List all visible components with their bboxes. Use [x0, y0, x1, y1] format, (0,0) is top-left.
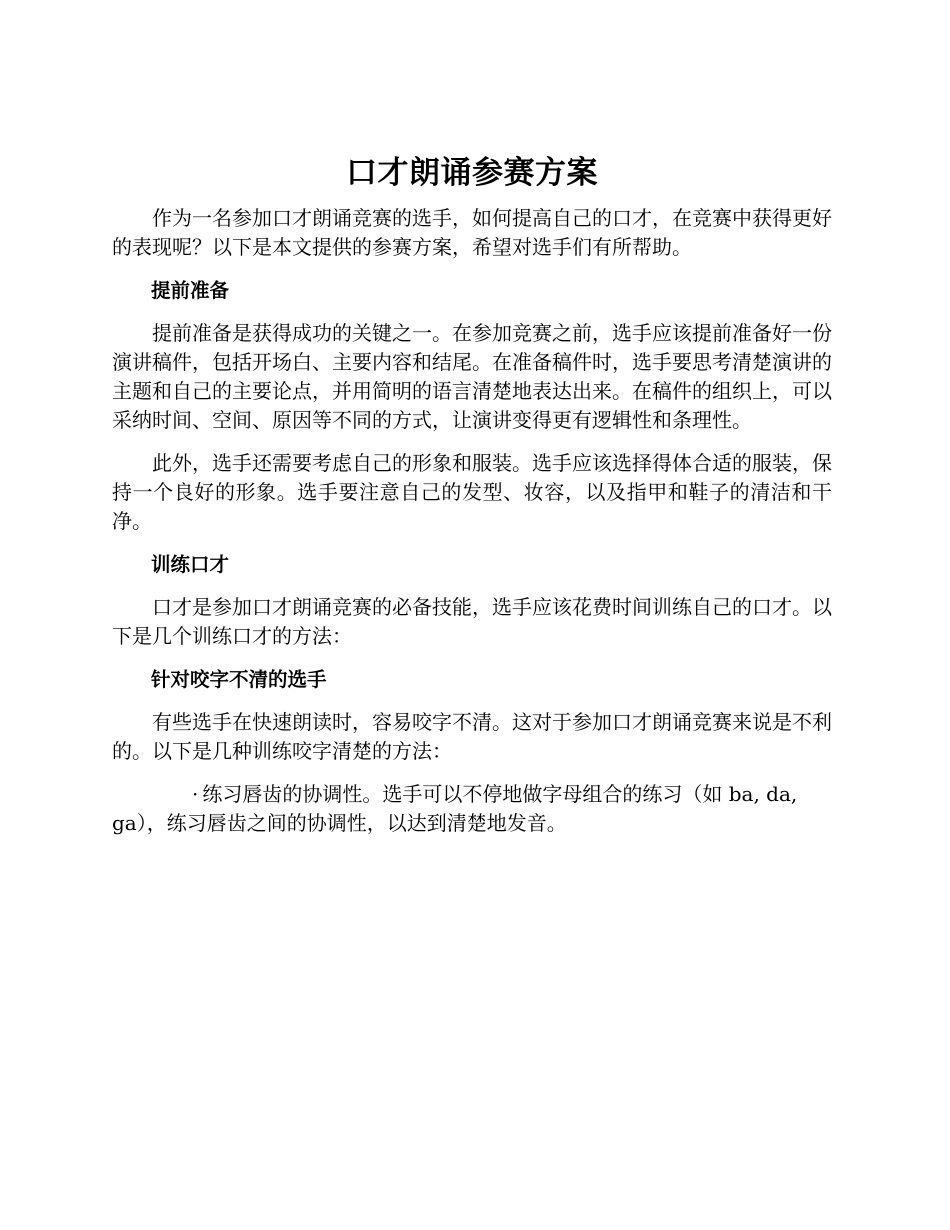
unclear-articulation-paragraph: 有些选手在快速朗读时，容易咬字不清。这对于参加口才朗诵竞赛来说是不利的。以下是几种训练咬字清楚的方法：: [112, 710, 832, 763]
bullet-item-text: 练习唇齿的协调性。选手可以不停地做字母组合的练习（如 ba, da, ga），练习唇齿之间的协调性，以达到清楚地发音。: [112, 782, 798, 835]
bullet-item: [112, 780, 832, 838]
bullet-dot: ·: [192, 782, 199, 806]
preparation-paragraph-1: 提前准备是获得成功的关键之一。在参加竞赛之前，选手应该提前准备好一份演讲稿件，包括开场白、主要内容和结尾。在准备稿件时，选手要思考清楚演讲的主题和自己的主要论点，并用简明的语言清楚地表达出来。在稿件的组织上，可以采纳时间、空间、原因等不同的方式，让演讲变得更有逻辑性和条理性。: [112, 321, 832, 432]
section-heading-preparation: 提前准备: [151, 279, 230, 302]
preparation-paragraph-2: 此外，选手还需要考虑自己的形象和服装。选手应该选择得体合适的服装，保持一个良好的形象。选手要注意自己的发型、妆容，以及指甲和鞋子的清洁和干净。: [112, 451, 832, 533]
intro-paragraph: 作为一名参加口才朗诵竞赛的选手，如何提高自己的口才，在竞赛中获得更好的表现呢？以下是本文提供的参赛方案，希望对选手们有所帮助。: [112, 206, 832, 259]
document-body: [112, 150, 832, 852]
eloquence-training-paragraph: 口才是参加口才朗诵竞赛的必备技能，选手应该花费时间训练自己的口才。以下是几个训练口才的方法：: [112, 595, 832, 648]
section-heading-unclear-articulation: 针对咬字不清的选手: [151, 668, 327, 691]
document-title: 口才朗诵参赛方案: [346, 155, 598, 191]
section-heading-eloquence-training: 训练口才: [151, 553, 230, 576]
